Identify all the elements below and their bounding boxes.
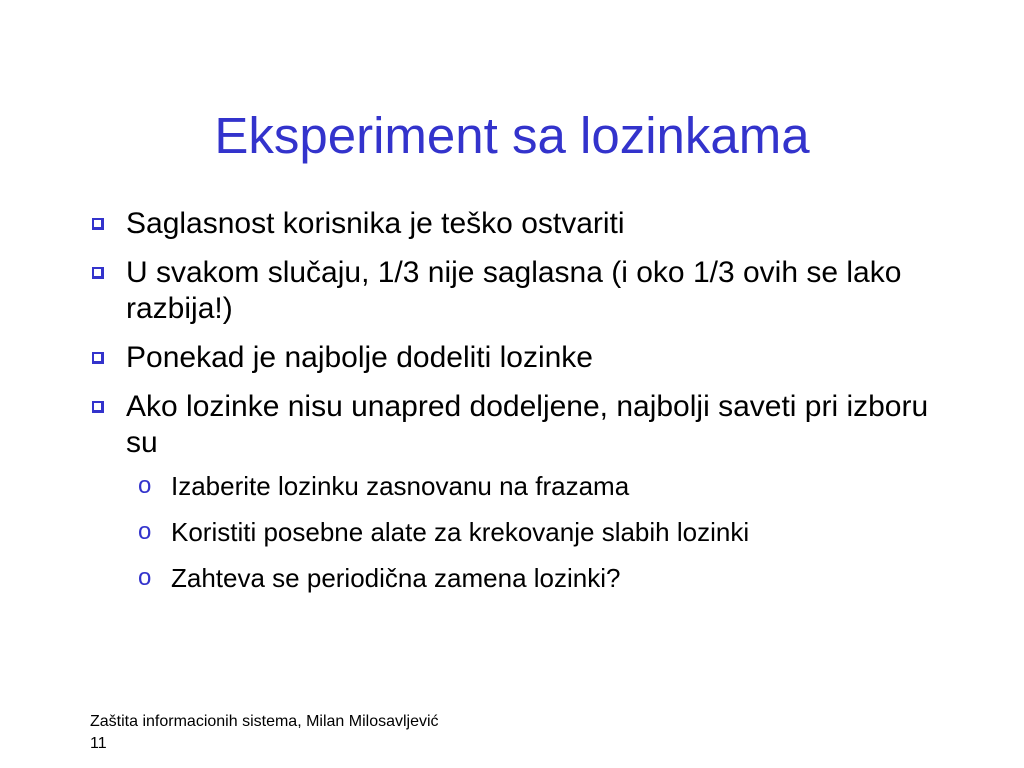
sub-bullet-item (138, 563, 962, 593)
page-number: 11 (90, 735, 107, 752)
bullet-text: Ako lozinke nisu unapred dodeljene, najbolji saveti pri izboru su (126, 390, 929, 459)
bullet-item (92, 340, 962, 376)
hollow-square-bullet-icon (92, 218, 104, 230)
sub-bullet-text: Zahteva se periodična zamena lozinki? (171, 563, 621, 593)
bullet-text: U svakom slučaju, 1/3 nije saglasna (i oko 1/3 ovih se lako razbija!) (126, 256, 902, 325)
bullet-text: Saglasnost korisnika je teško ostvariti (126, 207, 625, 240)
bullet-item (92, 255, 962, 327)
hollow-square-bullet-icon (92, 401, 104, 413)
bullet-item (92, 206, 962, 242)
sub-bullet-item (138, 471, 962, 501)
slide-footer (90, 711, 439, 755)
sub-bullet-group (92, 471, 962, 593)
footer-text: Zaštita informacionih sistema, Milan Milosavljević (90, 713, 439, 730)
bullet-item (92, 389, 962, 461)
bullet-list (92, 206, 962, 609)
bullet-text: Ponekad je najbolje dodeliti lozinke (126, 341, 593, 374)
letter-o-bullet-icon: o (138, 472, 152, 499)
hollow-square-bullet-icon (92, 267, 104, 279)
sub-bullet-text: Izaberite lozinku zasnovanu na frazama (171, 471, 630, 501)
hollow-square-bullet-icon (92, 352, 104, 364)
letter-o-bullet-icon: o (138, 518, 152, 545)
letter-o-bullet-icon: o (138, 564, 152, 591)
sub-bullet-text: Koristiti posebne alate za krekovanje slabih lozinki (171, 517, 750, 547)
sub-bullet-item (138, 517, 962, 547)
sub-bullet-list (138, 471, 962, 593)
slide-title: Eksperiment sa lozinkama (214, 107, 810, 164)
